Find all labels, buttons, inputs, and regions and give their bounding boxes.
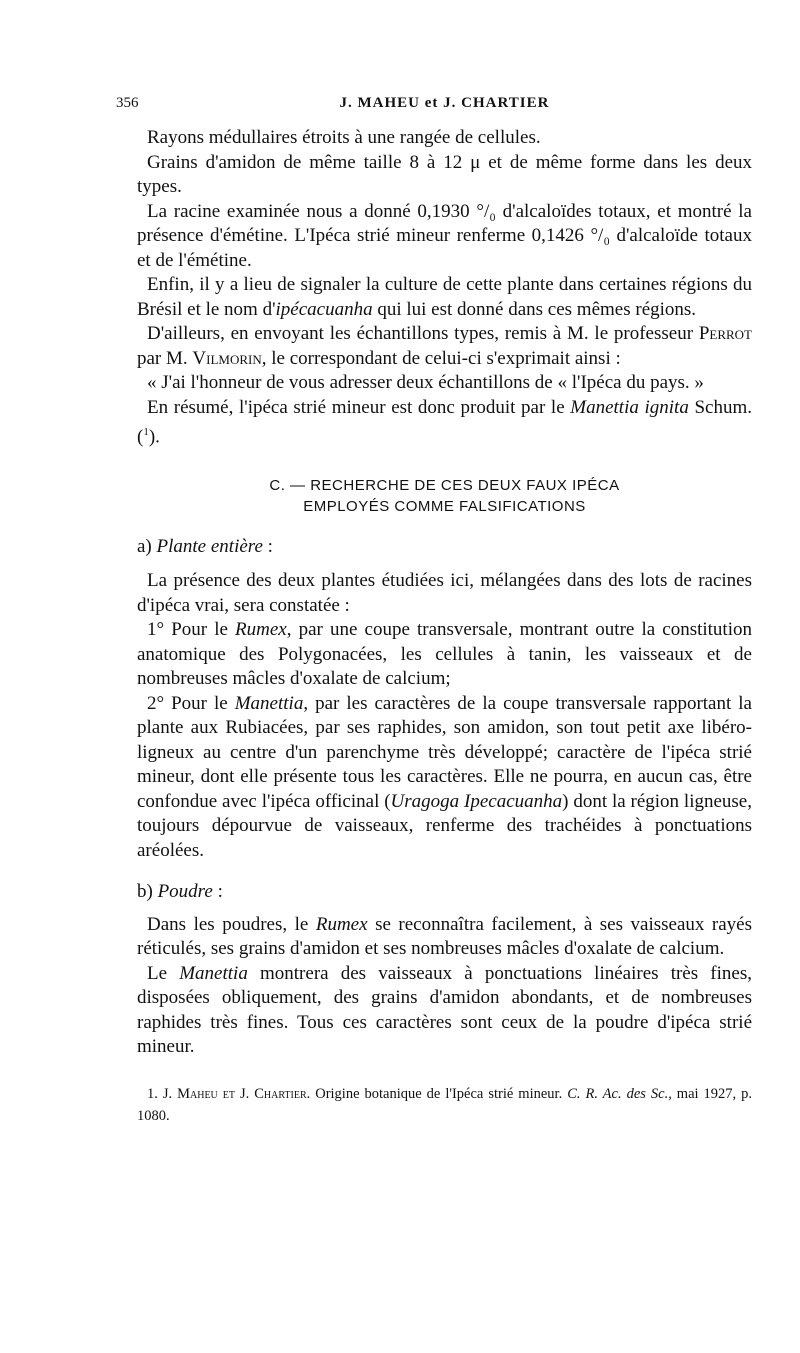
italic-term: Rumex <box>315 913 368 935</box>
paragraph-rumex: 1° Pour le Rumex, par une coupe transversale, montrant outre la constitution anatomique des Polygonacées, les cellules à tanin, les vaisseaux et de nombreuses mâcles d'oxalate de calcium; <box>137 619 752 690</box>
page-number: 356 <box>116 95 139 111</box>
paragraph-rayons: Rayons médullaires étroits à une rangée de cellules. <box>147 127 541 148</box>
paragraph-resume: En résumé, l'ipéca strié mineur est donc produit par le Manettia ignita Schum. ($^1$). <box>137 396 753 448</box>
footnote-journal: C. R. Ac. des Sc. <box>567 1085 669 1102</box>
italic-term: ipécacuanha <box>275 298 373 320</box>
footnote-authors: J. Maheu et J. Chartier <box>162 1085 307 1102</box>
person-name: Vilmorin <box>192 347 262 369</box>
subheading-plante-entiere: a) Plante entière : <box>137 535 273 557</box>
footnote-ref: 1 <box>143 426 149 438</box>
paragraph-poudres: Dans les poudres, le Rumex se reconnaîtra facilement, à ses vaisseaux rayés réticulés, ses grains d'amidon et ses nombreuses mâcles d'oxalate de calcium. <box>137 913 752 960</box>
paragraph-manettia-poudre: Le Manettia montrera des vaisseaux à ponctuations linéaires très fines, disposées obliquement, des grains d'amidon abondants, et de nombreuses raphides très fines. Tous ces caractères sont ceux de la poudre d'ipéca strié mineur. <box>137 962 752 1058</box>
paragraph-ailleurs: D'ailleurs, en envoyant les échantillons types, remis à M. le professeur Perrot par M. Vilmorin, le correspondant de celui-ci s'exprimait ainsi : <box>137 323 752 369</box>
paragraph-quote: « J'ai l'honneur de vous adresser deux échantillons de « l'Ipéca du pays. » <box>147 372 704 393</box>
person-name: Perrot <box>698 323 752 344</box>
paragraph-presence: La présence des deux plantes étudiées ici, mélangées dans des lots de racines d'ipéca vrai, sera constatée : <box>137 570 752 616</box>
page-header <box>116 95 752 117</box>
paragraph-enfin: Enfin, il y a lieu de signaler la culture de cette plante dans certaines régions du Brésil et le nom d'ipécacuanha qui lui est donné dans ces mêmes régions. <box>137 274 752 320</box>
paragraph-racine: La racine examinée nous a donné 0,1930 °/₀ d'alcaloïdes totaux, et montré la présence d'émétine. L'Ipéca strié mineur renferme 0,1426 °/₀ d'alcaloïde totaux et de l'émétine. <box>137 200 752 271</box>
italic-term: Rumex <box>235 619 287 641</box>
running-title: J. MAHEU et J. CHARTIER <box>339 95 550 111</box>
subheading-poudre: b) Poudre : <box>137 881 223 903</box>
italic-term: Manettia <box>179 962 248 984</box>
section-heading-c: C. — RECHERCHE DE CES DEUX FAUX IPÉCA EMPLOYÉS COMME FALSIFICATIONS <box>269 476 620 515</box>
paragraph-grains: Grains d'amidon de même taille 8 à 12 μ et de même forme dans les deux types. <box>137 151 752 197</box>
italic-term: Manettia ignita <box>570 396 689 418</box>
paragraph-manettia: 2° Pour le Manettia, par les caractères de la coupe transversale rapportant la plante aux Rubiacées, par ses raphides, son amidon, son tout petit axe libéro-ligneux au centre d'un parenchyme très développé; caractère de l'ipéca strié mineur, dont elle présente tous les caractères. Elle ne pourra, en aucun cas, être confondue avec l'ipéca officinal (Uragoga Ipecacuanha) dont la région ligneuse, toujours dépourvue de vaisseaux, renferme des trachéides à ponctuations aréolées. <box>137 692 752 861</box>
italic-term: Uragoga Ipecacuanha <box>390 790 563 812</box>
page <box>116 95 753 1127</box>
italic-term: Manettia <box>234 692 304 714</box>
footnote: 1. J. Maheu et J. Chartier. Origine botanique de l'Ipéca strié mineur. C. R. Ac. des Sc., mai 1927, p. 1080. <box>137 1085 753 1124</box>
